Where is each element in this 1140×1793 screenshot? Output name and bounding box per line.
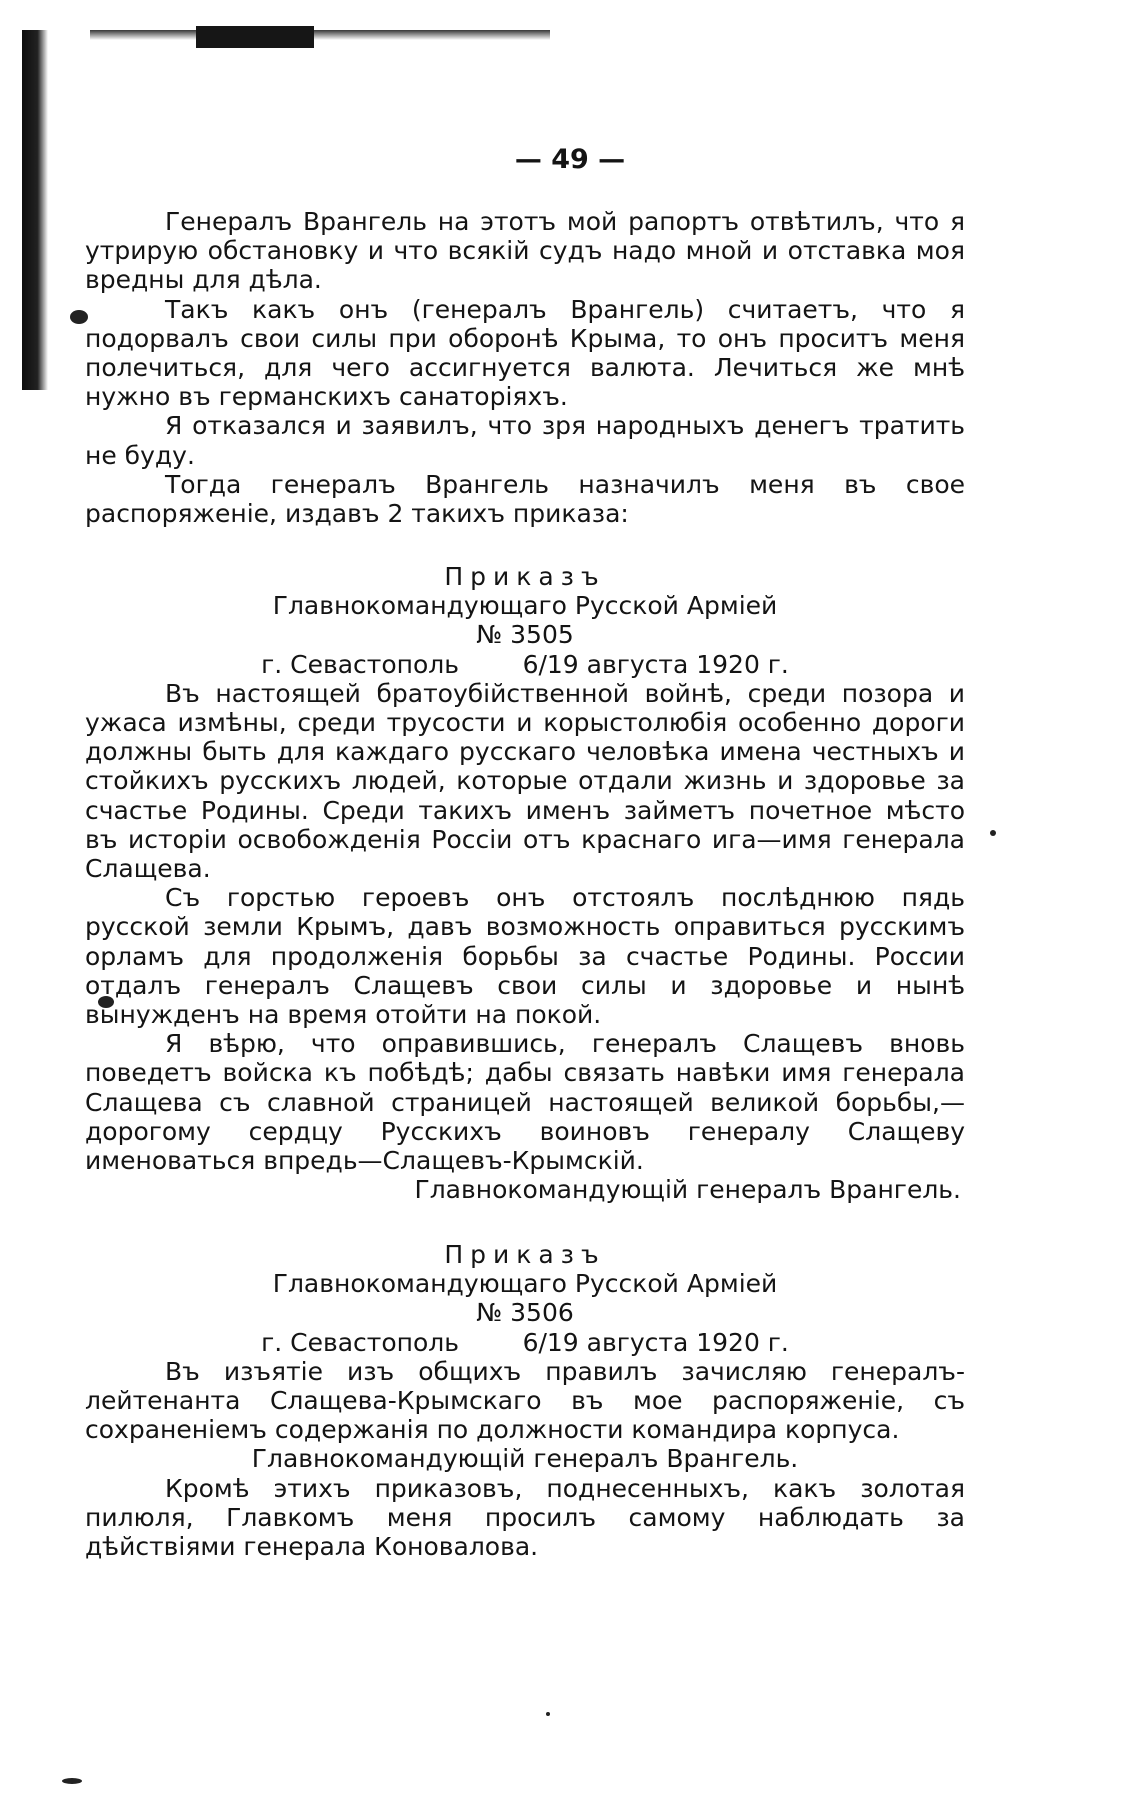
order-3505 [85,562,965,1204]
ink-speck [990,830,996,836]
paragraph: Въ настоящей братоубійственной войнѣ, среди позора и ужаса измѣны, среди трусости и корыстолюбія особенно дороги должны быть для каждаго русскаго человѣка имена честныхъ и стойкихъ русскихъ людей, которые отдали жизнь и здоровье за счастье Родины. Среди такихъ именъ займетъ почетное мѣсто въ исторіи освобожденія Россіи отъ краснаго ига—имя генерала Слащева. [85,678,965,884]
intro-section [85,207,965,528]
paragraph: Съ горстью героевъ онъ отстоялъ послѣднюю пядь русской земли Крымъ, давъ возможность оправиться русскимъ орламъ для продолженія борьбы за счастье Родины. России отдалъ генералъ Слащевъ свои силы и здоровье и нынѣ вынужденъ на время отойти на покой. [85,883,965,1030]
ink-speck [546,1712,550,1716]
paragraph: Кромѣ этихъ приказовъ, поднесенныхъ, какъ золотая пилюля, Главкомъ меня просилъ самому наблюдать за дѣйствіями генерала Коновалова. [85,1473,965,1562]
scan-top-blot [196,26,314,48]
order-number: № 3506 [476,1298,574,1328]
paragraph: Такъ какъ онъ (генералъ Врангель) считаетъ, что я подорвалъ свои силы при оборонѣ Крыма, то онъ проситъ меня полечиться, для чего ассигнуется валюта. Лечиться же мнѣ нужно въ германскихъ санаторіяхъ. [85,294,965,412]
order-issuer: Главнокомандующаго Русской Арміей [272,1269,778,1299]
order-signature: Главнокомандующій генералъ Врангель. [251,1444,799,1474]
order-title: Приказъ [444,1240,606,1269]
paragraph: Генералъ Врангель на этотъ мой рапортъ отвѣтилъ, что я утрирую обстановку и что всякій судъ надо мной и отставка моя вредны для дѣла. [85,207,965,295]
order-title: Приказъ [444,562,606,591]
paragraph: Тогда генералъ Врангель назначилъ меня въ свое распоряженіе, издавъ 2 такихъ приказа: [85,469,965,529]
paragraph: Я вѣрю, что оправившись, генералъ Слащевъ вновь поведетъ войска къ побѣдѣ; дабы связать навѣки имя генерала Слащева съ славной страницей настоящей великой борьбы,—дорогому сердцу Русскихъ воиновъ генералу Слащеву именоваться впредь—Слащевъ-Крымскій. [85,1029,965,1176]
order-signature: Главнокомандующій генералъ Врангель. [414,1175,961,1205]
page-number: — 49 — [514,144,626,175]
order-place-date: г. Севастополь 6/19 августа 1920 г. [261,1327,789,1357]
order-place-date: г. Севастополь 6/19 августа 1920 г. [261,649,789,679]
order-number: № 3505 [476,620,574,650]
scan-top-shadow [90,30,550,40]
paragraph: Я отказался и заявилъ, что зря народныхъ денегъ тратить не буду. [85,411,965,470]
scan-binding-shadow [22,30,48,390]
order-3506 [85,1240,965,1561]
ink-speck [62,1778,82,1784]
paragraph: Въ изъятіе изъ общихъ правилъ зачисляю генералъ-лейтенанта Слащева-Крымскаго въ мое распоряженіе, съ сохраненіемъ содержанія по должности командира корпуса. [85,1356,965,1445]
order-issuer: Главнокомандующаго Русской Арміей [272,591,778,621]
